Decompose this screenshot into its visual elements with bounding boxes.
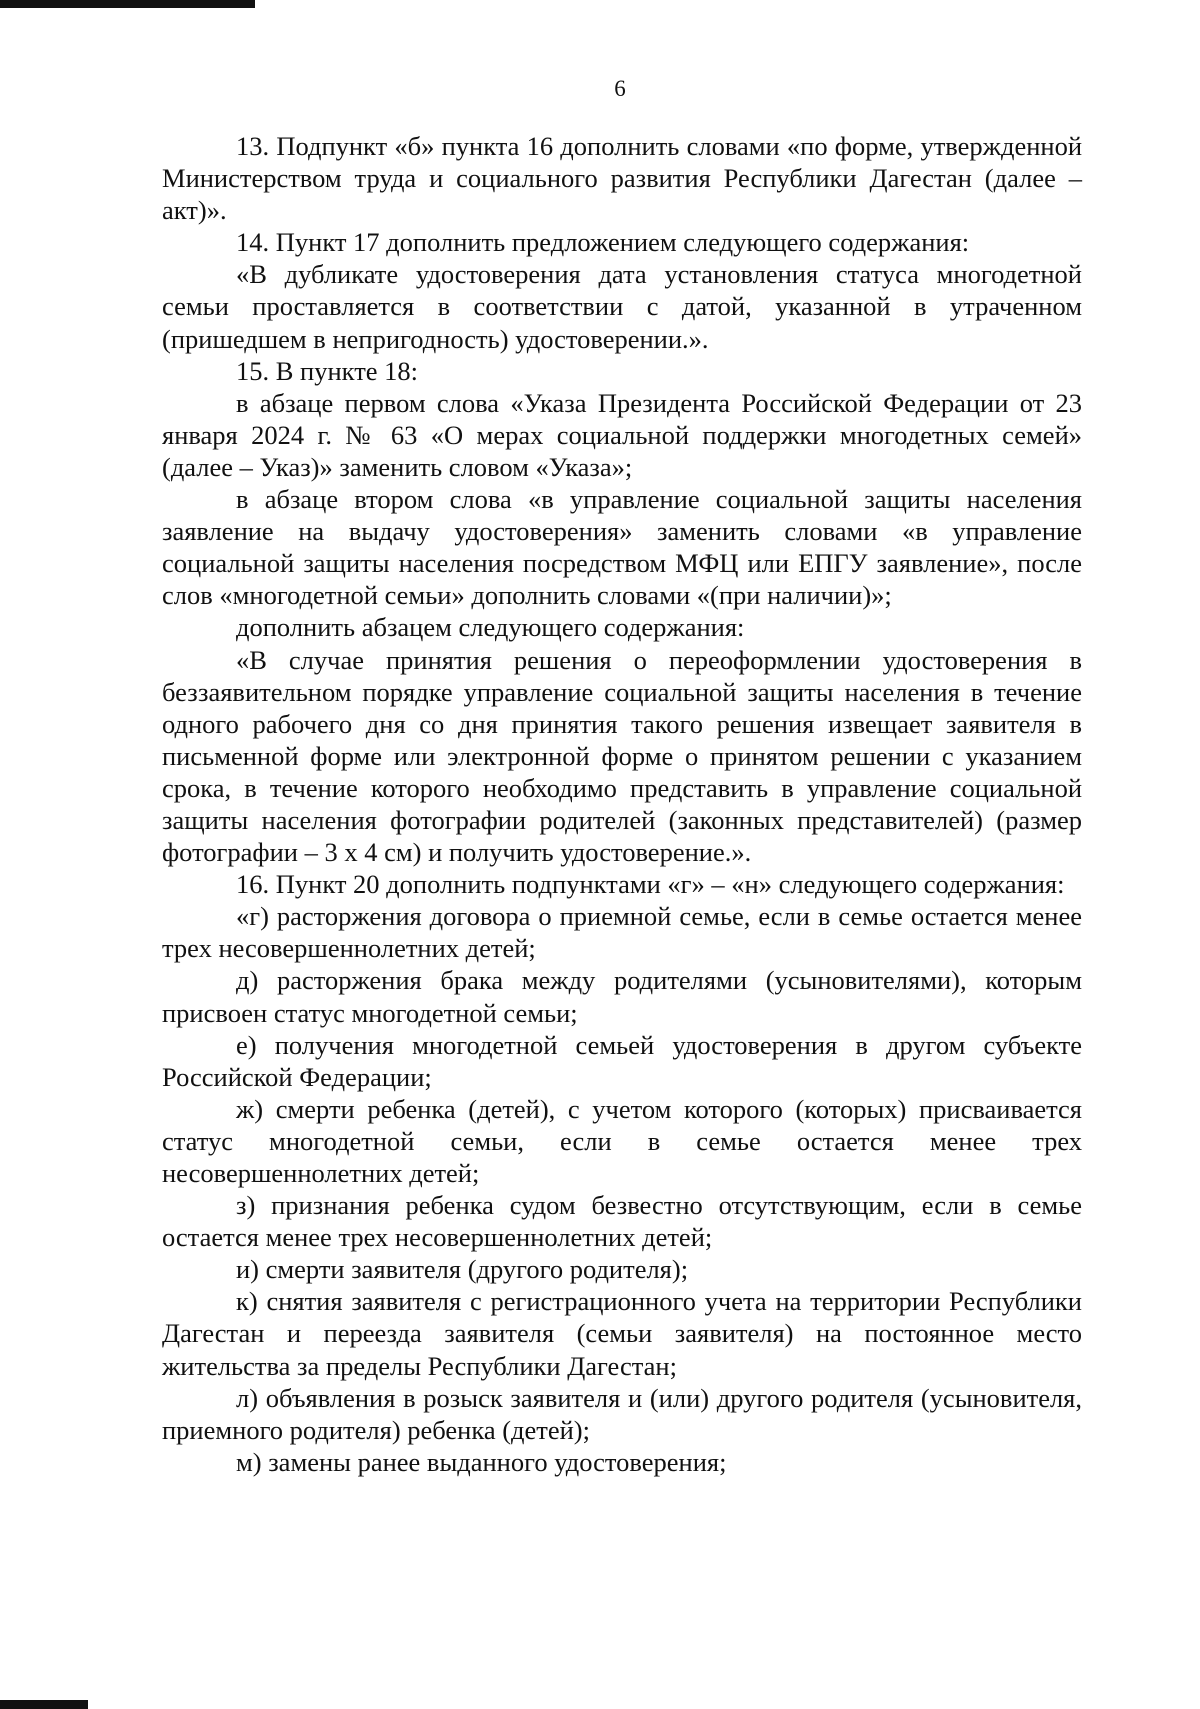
paragraph: «г) расторжения договора о приемной семье, если в семье остается менее трех несовершеннолетних детей;	[162, 901, 1082, 964]
paragraph: 14. Пункт 17 дополнить предложением следующего содержания:	[236, 227, 970, 258]
scan-edge-mark	[0, 1700, 88, 1709]
paragraph: «В случае принятия решения о переоформлении удостоверения в беззаявительном порядке управление социальной защиты населения в течение одного рабочего дня со дня принятия такого решения извещает заявителя в письменной форме или электронной форме о принятом решении с указанием срока, в течение которого необходимо представить в управление социальной защиты населения фотографии родителей (законных представителей) (размер фотографии – 3 х 4 см) и получить удостоверение.».	[162, 644, 1082, 868]
paragraph: е) получения многодетной семьей удостоверения в другом субъекте Российской Федерации;	[162, 1029, 1082, 1092]
document-body	[162, 130, 1082, 1478]
paragraph: 16. Пункт 20 дополнить подпунктами «г» – «н» следующего содержания:	[236, 869, 1065, 900]
paragraph: 15. В пункте 18:	[236, 355, 419, 386]
scan-edge-mark	[0, 0, 255, 8]
paragraph: л) объявления в розыск заявителя и (или) другого родителя (усыновителя, приемного родителя) ребенка (детей);	[162, 1382, 1082, 1445]
page-number: 6	[614, 76, 626, 101]
paragraph: к) снятия заявителя с регистрационного учета на территории Республики Дагестан и переезда заявителя (семьи заявителя) на постоянное место жительства за пределы Республики Дагестан;	[162, 1286, 1082, 1381]
paragraph: дополнить абзацем следующего содержания:	[236, 612, 745, 643]
paragraph: з) признания ребенка судом безвестно отсутствующим, если в семье остается менее трех несовершеннолетних детей;	[162, 1190, 1082, 1253]
paragraph: и) смерти заявителя (другого родителя);	[236, 1254, 689, 1285]
paragraph: «В дубликате удостоверения дата установления статуса многодетной семьи проставляется в соответствии с датой, указанной в утраченном (пришедшем в непригодность) удостоверении.».	[162, 259, 1082, 354]
paragraph: в абзаце втором слова «в управление социальной защиты населения заявление на выдачу удостоверения» заменить словами «в управление социальной защиты населения посредством МФЦ или ЕПГУ заявление», после слов «многодетной семьи» дополнить словами «(при наличии)»;	[162, 484, 1082, 611]
paragraph: в абзаце первом слова «Указа Президента Российской Федерации от 23 января 2024 г. № 63 «О мерах социальной поддержки многодетных семей» (далее – Указ)» заменить словом «Указа»;	[162, 387, 1082, 482]
paragraph: ж) смерти ребенка (детей), с учетом которого (которых) присваивается статус многодетной семьи, если в семье остается менее трех несовершеннолетних детей;	[162, 1093, 1082, 1188]
paragraph: д) расторжения брака между родителями (усыновителями), которым присвоен статус многодетной семьи;	[162, 965, 1082, 1028]
paragraph: 13. Подпункт «б» пункта 16 дополнить словами «по форме, утвержденной Министерством труда и социального развития Республики Дагестан (далее – акт)».	[162, 131, 1082, 226]
paragraph: м) замены ранее выданного удостоверения;	[236, 1446, 727, 1477]
